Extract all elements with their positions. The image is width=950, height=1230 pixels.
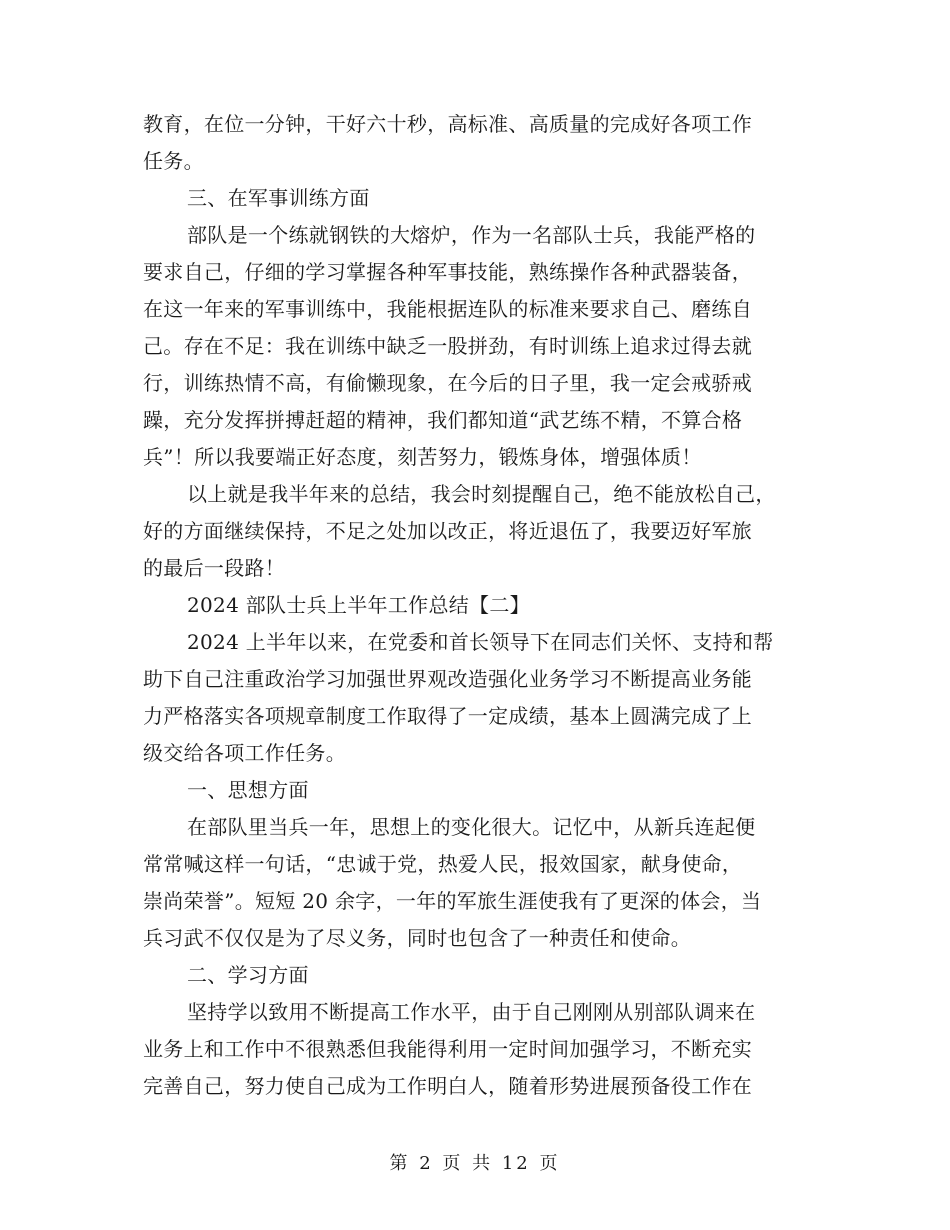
text-line: 兵”！所以我要端正好态度，刻苦努力，锻炼身体，增强体质！ [143, 445, 702, 469]
text-line: 己。存在不足：我在训练中缺乏一股拼劲，有时训练上追求过得去就 [143, 334, 752, 358]
text-line: 行，训练热情不高，有偷懒现象，在今后的日子里，我一定会戒骄戒 [143, 371, 752, 395]
text-line: 2024 上半年以来，在党委和首长领导下在同志们关怀、支持和帮 [187, 630, 774, 654]
text-line: 部队是一个练就钢铁的大熔炉，作为一名部队士兵，我能严格的 [187, 223, 756, 247]
text-line: 躁，充分发挥拼搏赶超的精神，我们都知道“武艺练不精，不算合格 [143, 408, 743, 432]
text-line: 级交给各项工作任务。 [143, 741, 346, 765]
text-line: 力严格落实各项规章制度工作取得了一定成绩，基本上圆满完成了上 [143, 704, 752, 728]
text-line: 三、在军事训练方面 [187, 186, 370, 210]
text-line: 任务。 [143, 149, 204, 173]
text-line: 以上就是我半年来的总结，我会时刻提醒自己，绝不能放松自己， [187, 482, 776, 506]
text-line: 教育，在位一分钟，干好六十秒，高标准、高质量的完成好各项工作 [143, 112, 752, 136]
text-line: 的最后一段路！ [143, 556, 286, 580]
text-line: 坚持学以致用不断提高工作水平，由于自己刚刚从别部队调来在 [187, 1000, 756, 1024]
text-line: 兵习武不仅仅是为了尽义务，同时也包含了一种责任和使命。 [143, 926, 692, 950]
text-line: 二、学习方面 [187, 963, 309, 987]
text-line: 好的方面继续保持，不足之处加以改正，将近退伍了，我要迈好军旅 [143, 519, 752, 543]
text-line: 崇尚荣誉”。短短 20 余字，一年的军旅生涯使我有了更深的体会，当 [143, 889, 762, 913]
text-line: 2024 部队士兵上半年工作总结【二】 [187, 593, 530, 617]
text-line: 完善自己，努力使自己成为工作明白人，随着形势进展预备役工作在 [143, 1074, 752, 1098]
text-line: 常常喊这样一句话，“忠诚于党，热爱人民，报效国家，献身使命， [143, 852, 743, 876]
text-line: 一、思想方面 [187, 778, 309, 802]
text-line: 在这一年来的军事训练中，我能根据连队的标准来要求自己、磨练自 [143, 297, 752, 321]
document-body [143, 106, 807, 1105]
text-line: 助下自己注重政治学习加强世界观改造强化业务学习不断提高业务能 [143, 667, 752, 691]
text-line: 要求自己，仔细的学习掌握各种军事技能，熟练操作各种武器装备， [143, 260, 752, 284]
text-line: 业务上和工作中不很熟悉但我能得利用一定时间加强学习，不断充实 [143, 1037, 752, 1061]
page-footer: 第 2 页 共 12 页 [389, 1153, 561, 1174]
text-line: 在部队里当兵一年，思想上的变化很大。记忆中，从新兵连起便 [187, 815, 756, 839]
